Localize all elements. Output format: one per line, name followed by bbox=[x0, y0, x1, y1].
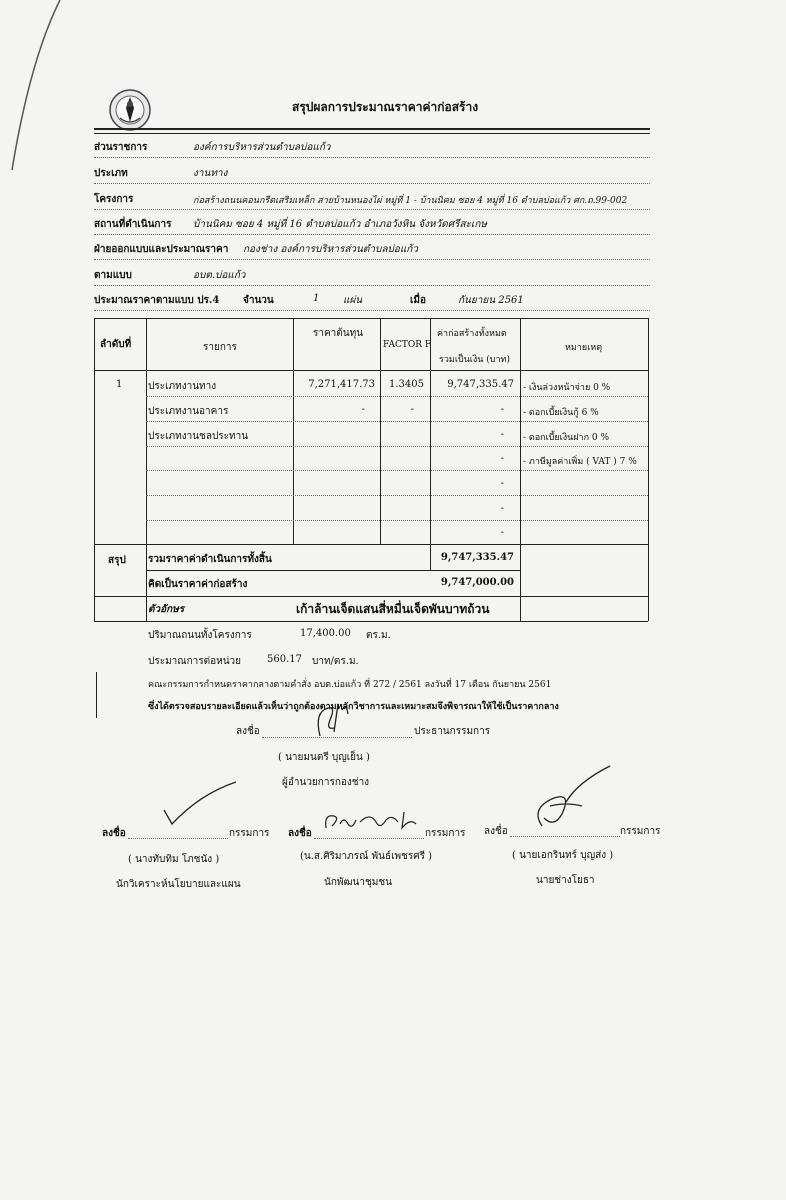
info-rule bbox=[94, 234, 650, 235]
member-role: กรรมการ bbox=[425, 828, 466, 839]
committee-order-line: คณะกรรมการกำหนดราคากลางตามคำสั่ง อบต.บ่อแก้ว ที่ 272 / 2561 ลงวันที่ 17 เดือน กันยายน 2561 bbox=[148, 680, 552, 690]
cell-note: - ดอกเบี้ยเงินฝาก 0 % bbox=[523, 433, 610, 443]
member-sign-label: ลงชื่อ bbox=[288, 828, 312, 839]
title-divider bbox=[94, 128, 650, 134]
col-header-total-line2: รวมเป็นเงิน (บาท) bbox=[439, 355, 510, 365]
member-role: กรรมการ bbox=[229, 828, 270, 839]
quantity-unit: ตร.ม. bbox=[366, 630, 391, 641]
cell-note: - ดอกเบี้ยเงินกู้ 6 % bbox=[523, 408, 599, 418]
member3-handwritten-signature bbox=[520, 762, 620, 834]
estimate-when: กันยายน 2561 bbox=[458, 295, 524, 306]
chair-position: ผู้อำนวยการกองช่าง bbox=[282, 777, 370, 788]
cell-total: - bbox=[500, 527, 504, 538]
info-rule bbox=[94, 183, 650, 184]
info-value-agency: องค์การบริหารส่วนตำบลบ่อแก้ว bbox=[193, 142, 331, 153]
member-sign-label: ลงชื่อ bbox=[484, 826, 508, 837]
info-label-design: ตามแบบ bbox=[94, 270, 132, 281]
info-label-location: สถานที่ดำเนินการ bbox=[94, 219, 172, 230]
cell-item: ประเภทงานชลประทาน bbox=[148, 431, 249, 442]
info-label-agency: ส่วนราชการ bbox=[94, 142, 148, 153]
cell-item: ประเภทงานอาคาร bbox=[148, 406, 229, 417]
cell-total: - bbox=[500, 429, 504, 440]
info-value-type: งานทาง bbox=[193, 168, 228, 179]
member-sign-line bbox=[128, 838, 228, 839]
col-header-cost: ราคาต้นทุน bbox=[313, 328, 364, 339]
cell-factor: 1.3405 bbox=[389, 379, 424, 390]
quantity-value: 17,400.00 bbox=[300, 628, 351, 639]
col-header-item: รายการ bbox=[203, 342, 237, 353]
cell-total: - bbox=[500, 453, 504, 464]
col-header-total-line1: ค่าก่อสร้างทั้งหมด bbox=[437, 329, 507, 339]
col-header-no: ลำดับที่ bbox=[100, 339, 132, 350]
estimate-count-label: จำนวน bbox=[243, 295, 274, 306]
cell-total: 9,747,335.47 bbox=[447, 379, 514, 390]
cell-total: - bbox=[500, 503, 504, 514]
member-name: ( นางทับทิม โภชนัง ) bbox=[128, 854, 220, 865]
member-role: กรรมการ bbox=[620, 826, 661, 837]
member-sign-line bbox=[510, 836, 620, 837]
info-value-project: ก่อสร้างถนนคอนกรีตเสริมเหล็ก สายบ้านหนองไผ่ หมู่ที่ 1 - บ้านนิคม ซอย 4 หมู่ที่ 16 ตำบลบ่อแก้ว ศก.ถ.99-002 bbox=[193, 196, 628, 206]
cell-item: ประเภทงานทาง bbox=[148, 381, 217, 392]
cell-note: - เงินล่วงหน้าจ่าย 0 % bbox=[523, 383, 611, 393]
amount-in-words-value: เก้าล้านเจ็ดแสนสี่หมื่นเจ็ดพันบาทถ้วน bbox=[296, 602, 490, 616]
cell-factor: - bbox=[410, 404, 414, 415]
info-value-design: อบต.บ่อแก้ว bbox=[193, 270, 246, 281]
cell-total: - bbox=[500, 404, 504, 415]
sum-total-value: 9,747,335.47 bbox=[440, 552, 514, 563]
estimate-when-label: เมื่อ bbox=[410, 295, 427, 306]
member-name: ( นายเอกรินทร์ บุญส่ง ) bbox=[512, 850, 614, 861]
info-rule bbox=[94, 310, 650, 311]
margin-mark bbox=[96, 672, 97, 718]
info-label-project: โครงการ bbox=[94, 194, 134, 205]
chair-role: ประธานกรรมการ bbox=[414, 726, 491, 737]
col-header-factor: FACTOR F bbox=[383, 340, 432, 350]
unit-price-value: 560.17 bbox=[267, 654, 302, 665]
info-label-designer: ฝ่ายออกแบบและประมาณราคา bbox=[94, 244, 229, 255]
construction-total-label: คิดเป็นราคาค่าก่อสร้าง bbox=[148, 579, 248, 590]
construction-total-value: 9,747,000.00 bbox=[440, 577, 514, 588]
info-rule bbox=[94, 157, 650, 158]
member1-handwritten-signature bbox=[160, 780, 240, 830]
chair-sign-label: ลงชื่อ bbox=[236, 726, 260, 737]
member-name: (น.ส.ศิริมาภรณ์ พันธ์เพชรศรี ) bbox=[300, 851, 433, 862]
paper-crease bbox=[0, 0, 80, 170]
cell-cost: 7,271,417.73 bbox=[308, 379, 375, 390]
amount-in-words-label: ตัวอักษร bbox=[148, 604, 185, 615]
estimate-label: ประมาณราคาตามแบบ ปร.4 bbox=[94, 295, 220, 306]
chair-name: ( นายมนตรี บุญเย็น ) bbox=[278, 752, 370, 763]
estimate-unit: แผ่น bbox=[343, 295, 363, 306]
info-rule bbox=[94, 259, 650, 260]
summary-label: สรุป bbox=[108, 555, 126, 566]
col-header-note: หมายเหตุ bbox=[565, 343, 603, 353]
unit-price-unit: บาท/ตร.ม. bbox=[312, 656, 359, 667]
organization-seal-logo bbox=[108, 88, 152, 132]
info-value-designer: กองช่าง องค์การบริหารส่วนตำบลบ่อแก้ว bbox=[243, 244, 418, 255]
review-statement: ซึ่งได้ตรวจสอบรายละเอียดแล้วเห็นว่าถูกต้องตามหลักวิชาการและเหมาะสมจึงพิจารณาให้ใช้เป็นราคากลาง bbox=[148, 702, 559, 712]
member-position: นักพัฒนาชุมชน bbox=[324, 877, 392, 888]
member-sign-label: ลงชื่อ bbox=[102, 828, 126, 839]
cell-cost: - bbox=[361, 404, 365, 415]
quantity-label: ปริมาณถนนทั้งโครงการ bbox=[148, 630, 252, 641]
member-position: นายช่างโยธา bbox=[536, 875, 595, 886]
cell-total: - bbox=[500, 478, 504, 489]
member2-handwritten-signature bbox=[320, 808, 430, 836]
chair-handwritten-signature bbox=[300, 700, 360, 740]
cell-no: 1 bbox=[116, 379, 123, 390]
info-value-location: บ้านนิคม ซอย 4 หมู่ที่ 16 ตำบลบ่อแก้ว อำเภอวังหิน จังหวัดศรีสะเกษ bbox=[193, 219, 487, 230]
info-rule bbox=[94, 285, 650, 286]
cell-note: - ภาษีมูลค่าเพิ่ม ( VAT ) 7 % bbox=[523, 457, 637, 467]
info-label-type: ประเภท bbox=[94, 168, 128, 179]
sum-total-label: รวมราคาค่าดำเนินการทั้งสิ้น bbox=[148, 554, 272, 565]
estimate-count: 1 bbox=[313, 293, 320, 304]
document-title: สรุปผลการประมาณราคาค่าก่อสร้าง bbox=[292, 100, 479, 114]
unit-price-label: ประมาณการต่อหน่วย bbox=[148, 656, 242, 667]
member-position: นักวิเคราะห์นโยบายและแผน bbox=[116, 879, 241, 890]
info-rule bbox=[94, 209, 650, 210]
member-sign-line bbox=[314, 838, 424, 839]
